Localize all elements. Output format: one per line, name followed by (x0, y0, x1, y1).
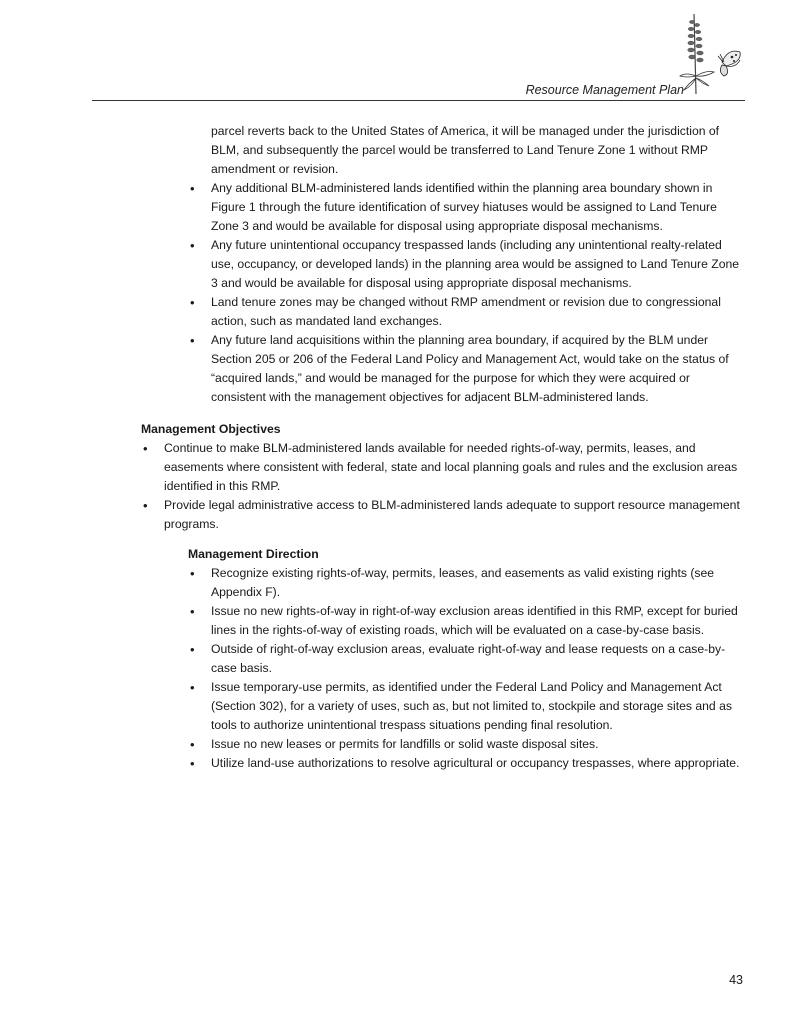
list-item: • Recognize existing rights-of-way, permits, leases, and easements as valid existing rights (see Appendix F). (211, 564, 743, 602)
list-item: • Any future land acquisitions within the planning area boundary, if acquired by the BLM under Section 205 or 206 of the Federal Land Policy and Management Act, would take on the status of “acquired lands,” and would be managed for the purpose for which they were acquired or consistent with the management objectives for adjacent BLM-administered lands. (211, 331, 743, 407)
list-item: • Any future unintentional occupancy trespassed lands (including any unintentional realty-related use, occupancy, or developed lands) in the planning area would be assigned to Land Tenure Zone 3 and would be available for disposal using appropriate disposal mechanisms. (211, 236, 743, 293)
list-item: • Provide legal administrative access to BLM-administered lands adequate to support resource management programs. (164, 496, 744, 534)
list-item: • Outside of right-of-way exclusion areas, evaluate right-of-way and lease requests on a case-by-case basis. (211, 640, 743, 678)
list-item: • Issue temporary-use permits, as identified under the Federal Land Policy and Management Act (Section 302), for a variety of uses, such as, but not limited to, stockpile and storage sites and as tools to authorize unintentional trespass situations pending final resolution. (211, 678, 743, 735)
continuation-paragraph: parcel reverts back to the United States of America, it will be managed under the jurisdiction of BLM, and subsequently the parcel would be transferred to Land Tenure Zone 1 without RMP amendment or revision. (211, 124, 720, 176)
management-objectives-list (164, 439, 744, 534)
list-item: • Land tenure zones may be changed without RMP amendment or revision due to congressional action, such as mandated land exchanges. (211, 293, 743, 331)
management-direction-heading: Management Direction (188, 547, 319, 561)
page-number: 43 (729, 973, 743, 987)
list-item: • Any additional BLM-administered lands identified within the planning area boundary shown in Figure 1 through the future identification of survey hiatuses would be assigned to Land Tenure Zone 3 and would be available for disposal using appropriate disposal mechanisms. (211, 179, 743, 236)
header-divider (92, 100, 745, 101)
document-body (0, 122, 800, 773)
land-tenure-bullet-list (211, 179, 743, 407)
list-item: • Issue no new rights-of-way in right-of-way exclusion areas identified in this RMP, except for buried lines in the rights-of-way of existing roads, which will be evaluated on a case-by-case basis. (211, 602, 743, 640)
management-objectives-heading: Management Objectives (141, 422, 281, 436)
lupine-butterfly-icon (676, 10, 746, 98)
list-item: • Issue no new leases or permits for landfills or solid waste disposal sites. (211, 735, 743, 754)
list-item: • Continue to make BLM-administered lands available for needed rights-of-way, permits, leases, and easements where consistent with federal, state and local planning goals and rules and the exclusion areas identified in this RMP. (164, 439, 744, 496)
running-header-title: Resource Management Plan (525, 83, 684, 97)
list-item: • Utilize land-use authorizations to resolve agricultural or occupancy trespasses, where appropriate. (211, 754, 743, 773)
management-direction-list (211, 564, 743, 773)
